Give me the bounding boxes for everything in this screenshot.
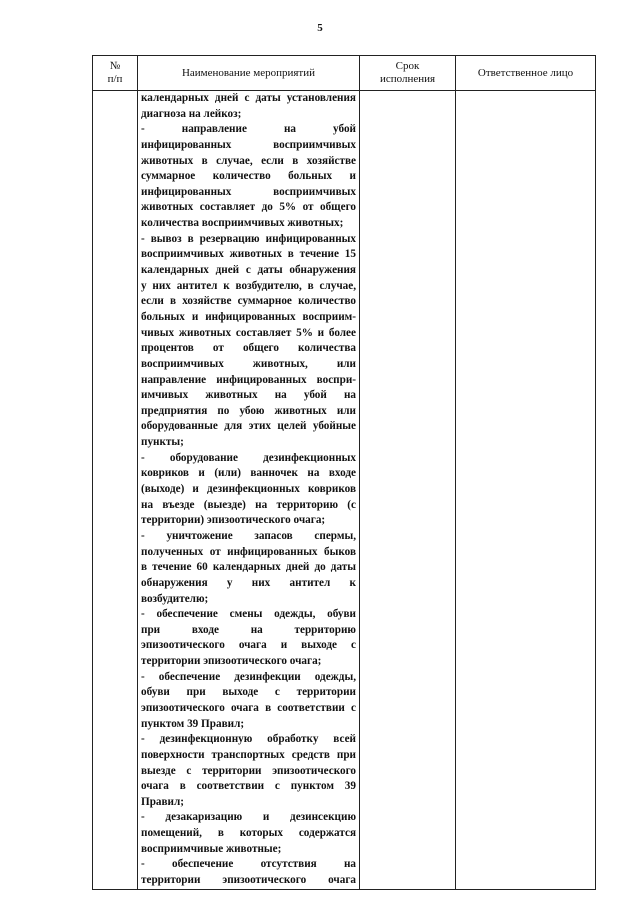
text-line: больных и инфицированных восприим-: [141, 310, 356, 323]
header-term: [360, 56, 456, 91]
text-line: (выходе) и дезинфекционных ковриков: [141, 483, 356, 496]
text-line: выезде с территории эпизоотического: [141, 764, 356, 777]
text-line: если в хозяйстве суммарное количество: [141, 295, 356, 308]
text-line: - обеспечение дезинфекции одежды,: [141, 670, 356, 683]
text-line: - обеспечение смены одежды, обуви: [141, 608, 356, 621]
cell-number: [93, 91, 138, 890]
text-line: процентов от общего количества: [141, 342, 356, 355]
header-name: [138, 56, 360, 91]
text-line: инфицированных восприимчивых: [141, 138, 356, 151]
text-line: территории эпизоотического очага;: [141, 655, 322, 668]
text-line: - дезинфекционную обработку всей: [141, 733, 356, 746]
table-header-row: [93, 56, 596, 91]
table-row: [93, 91, 596, 890]
text-line: обуви при выходе с территории: [141, 686, 356, 699]
text-line: в течение 60 календарных дней до даты: [141, 561, 356, 574]
header-name-label: Наименование мероприятий: [181, 66, 316, 79]
text-line: территории эпизоотического очага: [141, 874, 356, 887]
text-line: животных составляет до 5% от общего: [141, 201, 356, 214]
header-number: [93, 56, 138, 91]
text-line: пунктом 39 Правил;: [141, 717, 245, 730]
text-line: календарных дней с даты установления: [141, 92, 356, 104]
text-line: имчивых животных на убой на: [141, 389, 356, 402]
header-number-label: № п/п: [107, 60, 123, 85]
text-line: очага в соответствии с пунктом 39: [141, 780, 356, 793]
text-line: направление инфицированных воспри-: [141, 373, 356, 386]
measure-text: [138, 91, 359, 889]
text-line: на въезде (выезде) на территорию (с: [141, 498, 356, 511]
text-line: чивых животных составляет 5% и более: [141, 326, 356, 339]
text-line: диагноза на лейкоз;: [141, 107, 242, 120]
cell-responsible: [456, 91, 596, 890]
text-line: - вывоз в резервацию инфицированных: [141, 232, 356, 245]
measures-table: [92, 55, 596, 890]
cell-measure-text: [138, 91, 360, 890]
text-line: ковриков и (или) ванночек на входе: [141, 467, 356, 480]
text-line: - дезакаризацию и дезинсекцию: [141, 811, 356, 824]
text-line: суммарное количество больных и: [141, 170, 356, 183]
text-line: - обеспечение отсутствия на: [141, 858, 356, 871]
text-line: - направление на убой: [141, 123, 356, 136]
text-line: при входе на территорию: [141, 623, 356, 636]
text-line: пункты;: [141, 436, 184, 449]
text-line: полученных от инфицированных быков: [141, 545, 356, 558]
text-line: - уничтожение запасов спермы,: [141, 529, 356, 542]
page-number: 5: [317, 22, 323, 34]
text-line: помещений, в которых содержатся: [141, 827, 356, 840]
text-line: восприимчивых животных, или: [141, 357, 356, 370]
header-term-label: Срок исполнения: [379, 60, 436, 85]
header-responsible: [456, 56, 596, 91]
text-line: восприимчивых животных в течение 15: [141, 248, 356, 261]
text-line: возбудителю;: [141, 592, 209, 605]
text-line: инфицированных восприимчивых: [141, 185, 356, 198]
text-line: поверхности транспортных средств при: [141, 748, 356, 761]
text-line: оборудованные для этих целей убойные: [141, 420, 356, 433]
text-line: Правил;: [141, 795, 185, 808]
text-line: территории) эпизоотического очага;: [141, 514, 326, 527]
cell-term: [360, 91, 456, 890]
text-line: - оборудование дезинфекционных: [141, 451, 356, 464]
text-line: обнаружения у них антител к: [141, 576, 356, 589]
header-responsible-label: Ответственное лицо: [477, 66, 574, 79]
text-line: эпизоотического очага в соответствии с: [141, 701, 356, 714]
text-line: предприятия по убою животных или: [141, 404, 356, 417]
text-line: календарных дней с даты обнаружения: [141, 264, 356, 277]
text-line: у них антител к возбудителю, в случае,: [141, 279, 356, 292]
text-line: восприимчивые животные;: [141, 842, 282, 855]
text-line: количества восприимчивых животных;: [141, 217, 344, 230]
text-line: животных в случае, если в хозяйстве: [141, 154, 356, 167]
text-line: эпизоотического очага и выходе с: [141, 639, 356, 652]
